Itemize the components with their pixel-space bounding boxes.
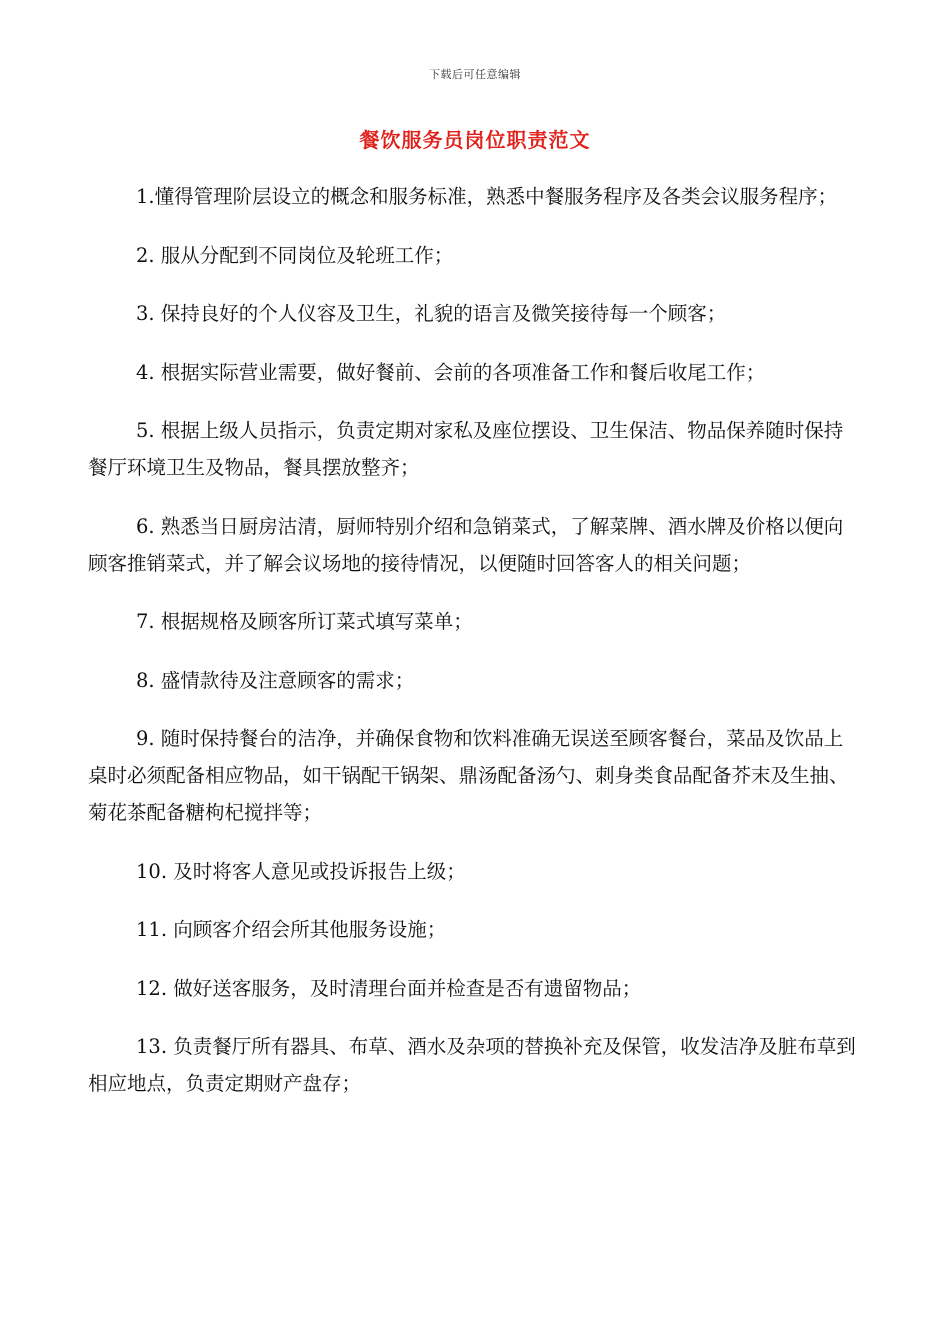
paragraph-1: 1.懂得管理阶层设立的概念和服务标准，熟悉中餐服务程序及各类会议服务程序；: [136, 185, 838, 208]
paragraph-8: 8. 盛情款待及注意顾客的需求；: [136, 668, 415, 692]
paragraph-13: 13. 负责餐厅所有器具、布草、酒水及杂项的替换补充及保管，收发洁净及脏布草到相应地点，负责定期财产盘存；: [88, 1035, 856, 1095]
paragraph-12: 12. 做好送客服务，及时清理台面并检查是否有遗留物品；: [136, 976, 642, 1000]
paragraph-10: 10. 及时将客人意见或投诉报告上级；: [136, 859, 466, 883]
paragraph-11: 11. 向顾客介绍会所其他服务设施；: [136, 918, 447, 941]
paragraph-7: 7. 根据规格及顾客所订菜式填写菜单；: [136, 610, 473, 633]
document-title: 餐饮服务员岗位职责范文: [359, 128, 591, 152]
paragraph-5: 5. 根据上级人员指示，负责定期对家私及座位摆设、卫生保洁、物品保养随时保持餐厅环境卫生及物品，餐具摆放整齐；: [88, 419, 844, 479]
paragraph-3: 3. 保持良好的个人仪容及卫生，礼貌的语言及微笑接待每一个顾客；: [136, 302, 727, 325]
paragraph-4: 4. 根据实际营业需要，做好餐前、会前的各项准备工作和餐后收尾工作；: [136, 360, 766, 384]
document-body: [88, 178, 862, 1124]
header-note: 下载后可任意编辑: [429, 68, 521, 81]
paragraph-2: 2. 服从分配到不同岗位及轮班工作；: [136, 243, 454, 267]
paragraph-6: 6. 熟悉当日厨房沽清，厨师特别介绍和急销菜式，了解菜牌、酒水牌及价格以便向顾客推销菜式，并了解会议场地的接待情况，以便随时回答客人的相关问题；: [88, 514, 844, 575]
paragraph-9: 9. 随时保持餐台的洁净，并确保食物和饮料准确无误送至顾客餐台，菜品及饮品上桌时必须配备相应物品，如干锅配干锅架、鼎汤配备汤勺、刺身类食品配备芥末及生抽、菊花茶配备糖枸杞搅拌等；: [88, 727, 849, 824]
